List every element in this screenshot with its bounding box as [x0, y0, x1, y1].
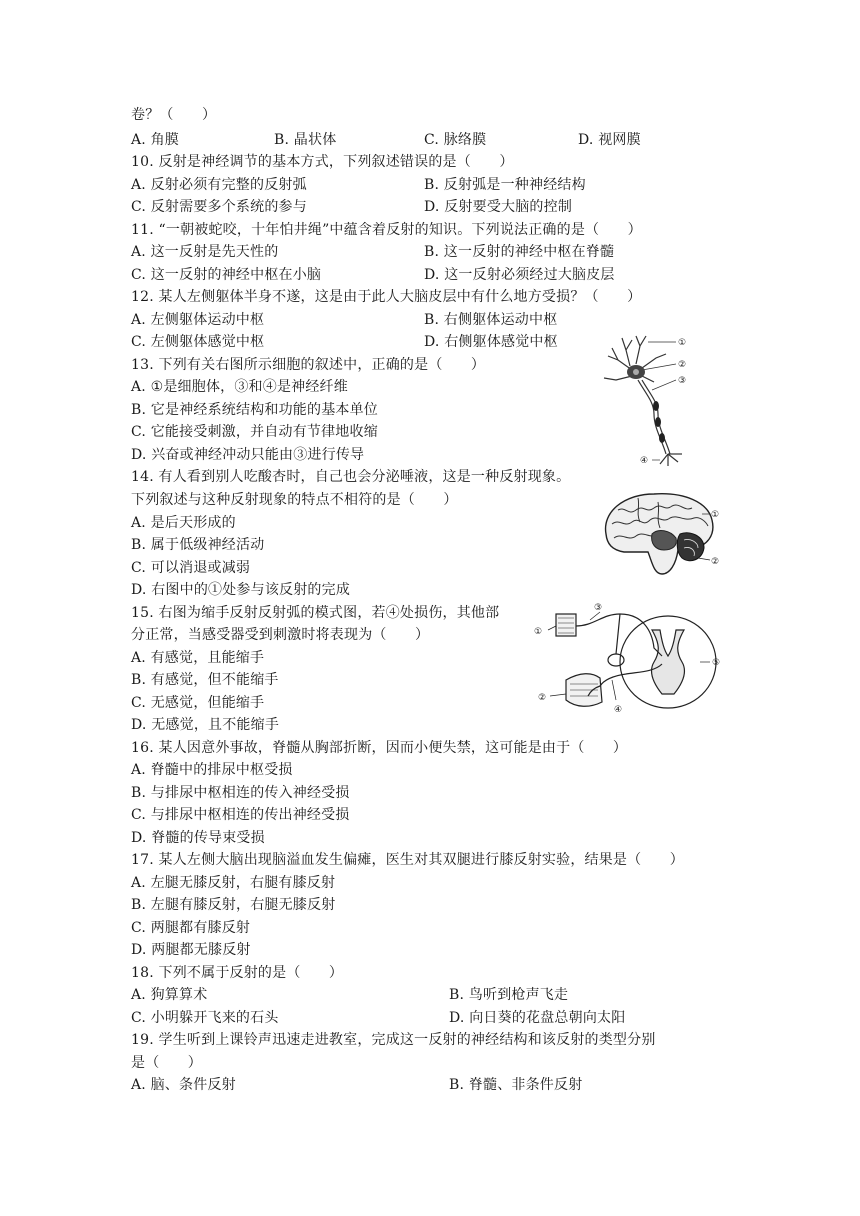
reflex-label-2: ② [538, 693, 547, 703]
q16-option-c: C. 与排尿中枢相连的传出神经受损 [131, 807, 350, 823]
q14-option-d: D. 右图中的①处参与该反射的完成 [131, 582, 351, 598]
q10-stem: 10. 反射是神经调节的基本方式，下列叙述错误的是（ ） [131, 154, 514, 170]
reflex-label-3: ③ [594, 603, 603, 613]
q12-stem: 12. 某人左侧躯体半身不遂，这是由于此人大脑皮层中有什么地方受损？（ ） [131, 289, 642, 305]
q19-stem-line1: 19. 学生听到上课铃声迅速走进教室，完成这一反射的神经结构和该反射的类型分别 [131, 1032, 656, 1048]
q11-option-a: A. 这一反射是先天性的 [131, 244, 279, 260]
q19-option-a: A. 脑、条件反射 [131, 1077, 236, 1093]
q16-option-d: D. 脊髓的传导束受损 [131, 830, 265, 846]
q9-option-a: A. 角膜 [131, 132, 180, 148]
brain-label-1: ① [711, 510, 720, 520]
q16-stem: 16. 某人因意外事故，脊髓从胸部折断，因而小便失禁，这可能是由于（ ） [131, 740, 628, 756]
q18-option-d: D. 向日葵的花盘总朝向太阳 [449, 1010, 626, 1026]
q13-stem: 13. 下列有关右图所示细胞的叙述中，正确的是（ ） [131, 357, 486, 373]
q11-option-c: C. 这一反射的神经中枢在小脑 [131, 267, 322, 283]
q9-option-c: C. 脉络膜 [424, 132, 487, 148]
q9-option-d: D. 视网膜 [578, 132, 641, 148]
q13-option-a: A. ①是细胞体，③和④是神经纤维 [131, 379, 348, 395]
q18-stem: 18. 下列不属于反射的是（ ） [131, 965, 344, 981]
q15-option-b: B. 有感觉，但不能缩手 [131, 672, 279, 688]
q13-option-b: B. 它是神经系统结构和功能的基本单位 [131, 402, 378, 418]
q11-option-b: B. 这一反射的神经中枢在脊髓 [424, 244, 615, 260]
q17-option-a: A. 左腿无膝反射，右腿有膝反射 [131, 875, 336, 891]
q12-option-d: D. 右侧躯体感觉中枢 [424, 334, 558, 350]
q16-option-b: B. 与排尿中枢相连的传入神经受损 [131, 785, 350, 801]
q9-tail: 卷？（ ） [131, 107, 217, 123]
q18-option-b: B. 鸟听到枪声飞走 [449, 987, 569, 1003]
q10-option-b: B. 反射弧是一种神经结构 [424, 177, 586, 193]
q14-stem-line2: 下列叙述与这种反射现象的特点不相符的是（ ） [131, 492, 458, 508]
q14-option-c: C. 可以消退或减弱 [131, 560, 251, 576]
q9-option-b: B. 晶状体 [274, 132, 337, 148]
q15-option-d: D. 无感觉，且不能缩手 [131, 717, 280, 733]
q17-stem: 17. 某人左侧大脑出现脑溢血发生偏瘫，医生对其双腿进行膝反射实验，结果是（ ） [131, 852, 684, 868]
neuron-figure [596, 330, 696, 470]
q12-option-b: B. 右侧躯体运动中枢 [424, 312, 558, 328]
q12-option-a: A. 左侧躯体运动中枢 [131, 312, 265, 328]
q16-option-a: A. 脊髓中的排尿中枢受损 [131, 762, 293, 778]
brain-label-2: ② [711, 557, 720, 567]
q17-option-c: C. 两腿都有膝反射 [131, 920, 251, 936]
q10-option-c: C. 反射需要多个系统的参与 [131, 199, 307, 215]
reflex-arc-figure [530, 600, 730, 720]
neuron-label-2: ② [678, 360, 687, 370]
q17-option-d: D. 两腿都无膝反射 [131, 942, 251, 958]
q15-stem-line1: 15. 右图为缩手反射反射弧的模式图，若④处损伤，其他部 [131, 605, 500, 621]
reflex-label-1: ① [534, 627, 543, 637]
q13-option-d: D. 兴奋或神经冲动只能由③进行传导 [131, 447, 365, 463]
reflex-label-4: ④ [614, 705, 623, 715]
q14-option-a: A. 是后天形成的 [131, 515, 236, 531]
q15-stem-line2: 分正常，当感受器受到刺激时将表现为（ ） [131, 627, 430, 643]
q10-option-a: A. 反射必须有完整的反射弧 [131, 177, 307, 193]
q19-stem-line2: 是（ ） [131, 1055, 202, 1071]
q14-option-b: B. 属于低级神经活动 [131, 537, 265, 553]
brain-figure [598, 488, 728, 580]
q14-stem-line1: 14. 有人看到别人吃酸杏时，自己也会分泌唾液，这是一种反射现象。 [131, 469, 571, 485]
q15-option-c: C. 无感觉，但能缩手 [131, 695, 265, 711]
q12-option-c: C. 左侧躯体感觉中枢 [131, 334, 265, 350]
neuron-label-3: ③ [678, 376, 687, 386]
neuron-label-1: ① [678, 338, 687, 348]
q11-stem: 11. “一朝被蛇咬，十年怕井绳”中蕴含着反射的知识。下列说法正确的是（ ） [131, 222, 642, 238]
q18-option-c: C. 小明躲开飞来的石头 [131, 1010, 279, 1026]
q10-option-d: D. 反射要受大脑的控制 [424, 199, 573, 215]
neuron-label-4: ④ [640, 456, 649, 466]
reflex-label-5: ⑤ [712, 658, 721, 668]
q17-option-b: B. 左腿有膝反射，右腿无膝反射 [131, 897, 336, 913]
q15-option-a: A. 有感觉，且能缩手 [131, 650, 265, 666]
q13-option-c: C. 它能接受刺激，并自动有节律地收缩 [131, 424, 378, 440]
q19-option-b: B. 脊髓、非条件反射 [449, 1077, 583, 1093]
q11-option-d: D. 这一反射必须经过大脑皮层 [424, 267, 615, 283]
q18-option-a: A. 狗算算术 [131, 987, 208, 1003]
